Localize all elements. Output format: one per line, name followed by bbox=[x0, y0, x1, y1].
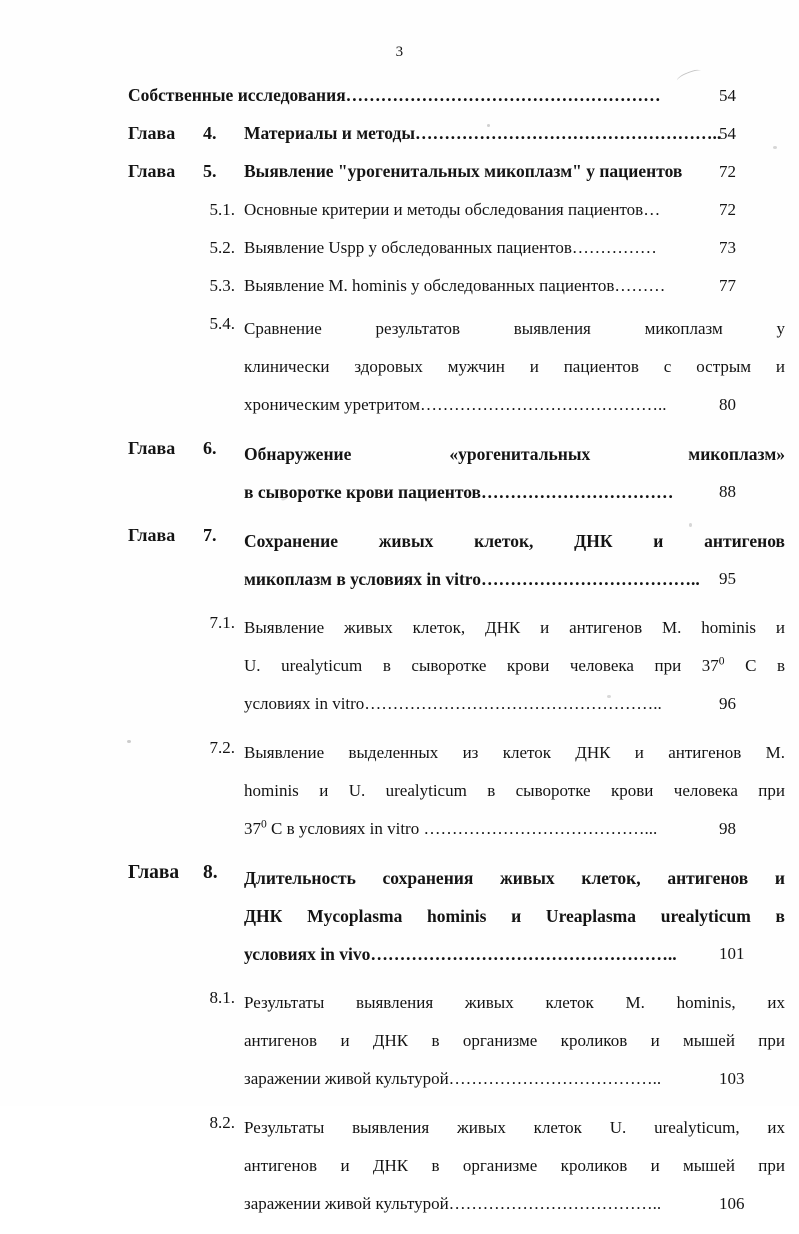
toc-entry[interactable] bbox=[0, 234, 799, 261]
page-number: 3 bbox=[395, 44, 404, 60]
toc-entry[interactable] bbox=[0, 272, 799, 299]
toc-entry-number: 5.2. bbox=[209, 238, 235, 257]
toc-entry[interactable] bbox=[0, 522, 799, 598]
toc-entry-title-line: в сыворотке крови пациентов…………………………… bbox=[244, 482, 674, 502]
toc-entry-title-line: Сохранение живых клеток, ДНК и антигенов bbox=[244, 531, 785, 551]
toc-entry-title-line: $37^0$ C в условиях in vitro …………………………………... bbox=[244, 817, 658, 838]
toc-entry-title-line: заражении живой культурой……………………………….. bbox=[244, 1194, 662, 1213]
toc-entry-title-line: клинически здоровых мужчин и пациентов с острым и bbox=[244, 357, 785, 376]
toc-entry-title-line: антигенов и ДНК в организме кроликов и мышей при bbox=[244, 1031, 785, 1050]
toc-entry-title-line: Сравнение результатов выявления микоплазм у bbox=[244, 319, 785, 338]
toc-entry-title-line: Выявление живых клеток, ДНК и антигенов M. hominis и bbox=[244, 618, 785, 637]
toc-entry-title bbox=[244, 609, 799, 723]
toc-entry[interactable] bbox=[0, 82, 799, 109]
toc-entry-page-number: 103 bbox=[719, 1069, 745, 1088]
toc-entry-title-line: Результаты выявления живых клеток M. hominis, их bbox=[244, 993, 785, 1012]
toc-entry-number: 8.2. bbox=[209, 1113, 235, 1132]
toc-entry-label: Глава bbox=[128, 525, 176, 545]
toc-entry-number: 5.1. bbox=[209, 200, 235, 219]
toc-entry-page-number: 96 bbox=[719, 694, 736, 713]
toc-entry[interactable] bbox=[0, 158, 799, 185]
toc-entry-label: Глава bbox=[128, 862, 180, 883]
table-of-contents bbox=[0, 82, 799, 1234]
toc-entry-title bbox=[244, 120, 799, 147]
toc-entry-title-line: Обнаружение «урогенитальных микоплазм» bbox=[244, 444, 785, 464]
toc-entry-title-line: Выявление M. hominis у обследованных пациентов……… bbox=[244, 276, 666, 295]
toc-entry-title bbox=[244, 435, 799, 511]
toc-entry-number: 7.1. bbox=[209, 613, 235, 632]
toc-entry-title-line: Материалы и методы…………………………………………….. bbox=[244, 123, 722, 143]
toc-entry-page-number: 98 bbox=[719, 819, 736, 838]
toc-entry-title bbox=[128, 82, 799, 109]
toc-entry-title-line: Выявление Uspp у обследованных пациентов…………… bbox=[244, 238, 657, 257]
toc-entry-number: 7.2. bbox=[209, 738, 235, 757]
toc-entry-title bbox=[244, 196, 799, 223]
toc-entry-title-line: заражении живой культурой……………………………….. bbox=[244, 1069, 662, 1088]
toc-entry[interactable] bbox=[0, 734, 799, 848]
toc-entry-number: 4. bbox=[203, 123, 217, 143]
toc-entry-title-line: U. urealyticum в сыворотке крови человека при $37^0$ C в bbox=[244, 654, 785, 675]
toc-entry-number: 6. bbox=[203, 438, 217, 458]
toc-entry-title bbox=[244, 984, 799, 1098]
toc-entry-title-line: условиях in vivo…………………………………………….. bbox=[244, 944, 677, 964]
toc-entry-page-number: 95 bbox=[719, 569, 736, 588]
toc-entry-page-number: 77 bbox=[719, 276, 736, 295]
toc-entry-title-line: Основные критерии и методы обследования пациентов… bbox=[244, 200, 661, 219]
toc-entry-page-number: 54 bbox=[719, 86, 736, 105]
toc-entry-number: 5.3. bbox=[209, 276, 235, 295]
toc-entry[interactable] bbox=[0, 609, 799, 723]
toc-entry-label: Глава bbox=[128, 438, 176, 458]
toc-entry-page-number: 88 bbox=[719, 482, 736, 501]
toc-entry[interactable] bbox=[0, 859, 799, 973]
toc-entry[interactable] bbox=[0, 435, 799, 511]
toc-entry-title-line: микоплазм в условиях in vitro……………………………….. bbox=[244, 569, 700, 589]
toc-entry-page-number: 54 bbox=[719, 124, 736, 143]
toc-entry-number: 8. bbox=[203, 862, 218, 883]
toc-entry-title-line: Результаты выявления живых клеток U. urealyticum, их bbox=[244, 1118, 785, 1137]
toc-entry-page-number: 72 bbox=[719, 162, 736, 181]
toc-entry-title-line: Выявление "урогенитальных микоплазм" у пациентов bbox=[244, 161, 683, 181]
toc-entry-page-number: 101 bbox=[719, 944, 745, 963]
toc-entry-number: 7. bbox=[203, 525, 217, 545]
toc-entry-title-line: хроническим уретритом…………………………………….. bbox=[244, 395, 667, 414]
toc-entry-title bbox=[244, 158, 799, 185]
toc-entry-title bbox=[244, 310, 799, 424]
toc-entry-title bbox=[244, 1109, 799, 1223]
toc-entry-title bbox=[244, 522, 799, 598]
toc-entry[interactable] bbox=[0, 120, 799, 147]
toc-entry[interactable] bbox=[0, 1109, 799, 1223]
toc-entry-page-number: 73 bbox=[719, 238, 736, 257]
degree-superscript: 0 bbox=[261, 817, 267, 831]
toc-entry-page-number: 80 bbox=[719, 395, 736, 414]
degree-superscript: 0 bbox=[718, 654, 725, 668]
toc-entry-title-line: hominis и U. urealyticum в сыворотке крови человека при bbox=[244, 781, 785, 800]
toc-entry-label: Глава bbox=[128, 123, 176, 143]
toc-entry-number: 5.4. bbox=[209, 314, 235, 333]
toc-entry-title-line: Длительность сохранения живых клеток, антигенов и bbox=[244, 868, 785, 888]
toc-entry[interactable] bbox=[0, 196, 799, 223]
toc-entry-title bbox=[244, 234, 799, 261]
toc-entry-number: 5. bbox=[203, 161, 217, 181]
toc-entry[interactable] bbox=[0, 310, 799, 424]
toc-entry-number: 8.1. bbox=[209, 988, 235, 1007]
toc-entry-page-number: 72 bbox=[719, 200, 736, 219]
toc-entry-title bbox=[244, 859, 799, 973]
toc-entry-page-number: 106 bbox=[719, 1194, 745, 1213]
toc-entry-title-line: условиях in vitro…………………………………………….. bbox=[244, 694, 662, 713]
toc-entry-title-line: Выявление выделенных из клеток ДНК и антигенов M. bbox=[244, 743, 785, 762]
toc-entry-title-line: Собственные исследования……………………………………………… bbox=[128, 85, 661, 105]
toc-entry-label: Глава bbox=[128, 161, 176, 181]
toc-entry-title-line: ДНК Mycoplasma hominis и Ureaplasma urealyticum в bbox=[244, 906, 785, 926]
toc-entry-title-line: антигенов и ДНК в организме кроликов и мышей при bbox=[244, 1156, 785, 1175]
toc-entry-title bbox=[244, 272, 799, 299]
toc-entry[interactable] bbox=[0, 984, 799, 1098]
toc-entry-title bbox=[244, 734, 799, 848]
